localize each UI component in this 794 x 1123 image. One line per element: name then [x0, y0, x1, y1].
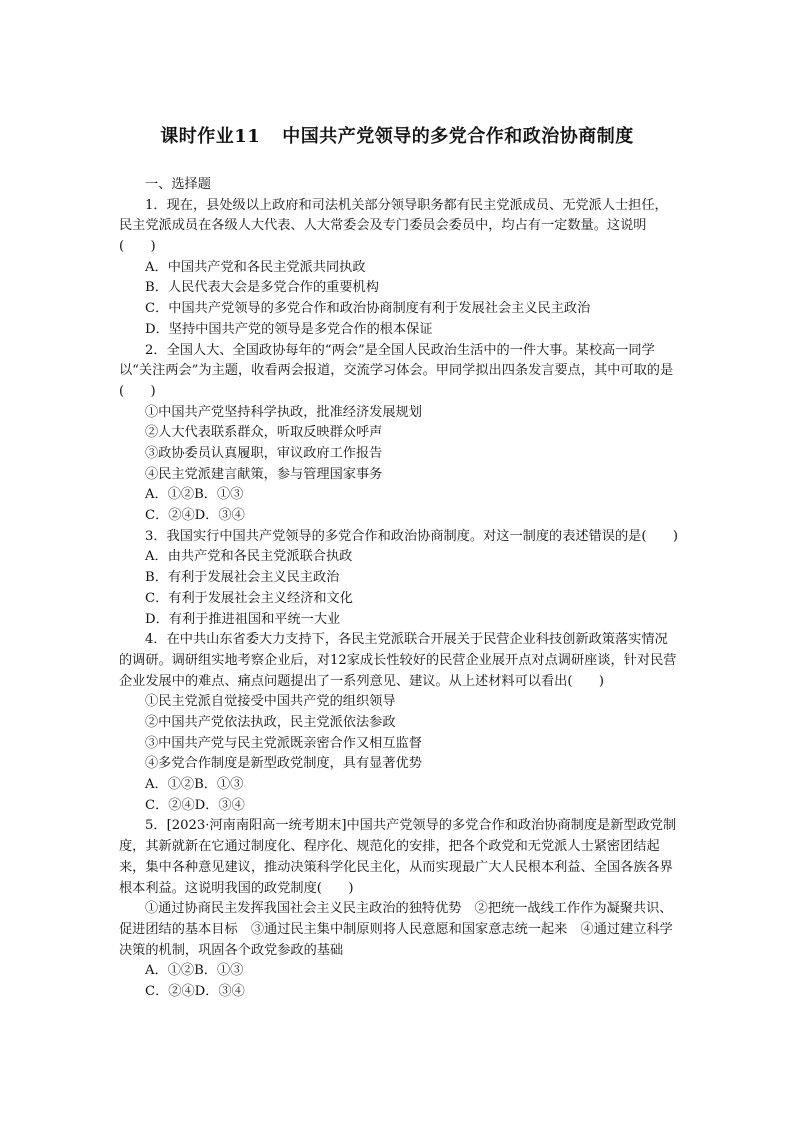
question-1-stem: 1．现在，县处级以上政府和司法机关部分领导职务都有民主党派成员、无党派人士担任，民主党派成员在各级人大代表、人大常委会及专门委员会委员中，均占有一定数量。这说明( ): [119, 197, 668, 255]
option: C．②④D．③④: [145, 508, 245, 524]
option: A．①②B．①③: [145, 487, 244, 503]
question-4-stem: 4．在中共山东省委大力支持下，各民主党派联合开展关于民营企业科技创新政策落实情况的调研。调研组实地考察企业后，对12家成长性较好的民营企业展开点对点调研座谈，针对民营企业发展中的难点、痛点问题提出了一系列意见、建议。从上述材料可以看出( ): [119, 632, 677, 689]
option: C．中国共产党领导的多党合作和政治协商制度有利于发展社会主义民主政治: [145, 301, 591, 317]
statement-item: ②人大代表联系群众，听取反映群众呼声: [145, 425, 383, 441]
page-title: [0, 122, 794, 148]
statement-item: ①中国共产党坚持科学执政，批准经济发展规划: [145, 404, 422, 420]
question-3-stem: 3．我国实行中国共产党领导的多党合作和政治协商制度。对这一制度的表述错误的是( ): [145, 528, 678, 544]
option: C．有利于发展社会主义经济和文化: [145, 590, 353, 606]
option: D．有利于推进祖国和平统一大业: [145, 611, 341, 627]
title-part1: 课时作业11: [160, 126, 261, 147]
statement-item: ①民主党派自觉接受中国共产党的组织领导: [145, 694, 396, 710]
document-body: [119, 175, 679, 1003]
option: B．人民代表大会是多党合作的重要机构: [145, 280, 379, 296]
option: A．中国共产党和各民主党派共同执政: [145, 259, 366, 275]
statement-item: ④多党合作制度是新型政党制度，具有显著优势: [145, 756, 422, 772]
option: A．由共产党和各民主党派联合执政: [145, 549, 353, 565]
statement-item: ④民主党派建言献策，参与管理国家事务: [145, 466, 383, 482]
title-part2: 中国共产党领导的多党合作和政治协商制度: [282, 126, 634, 147]
question-5-stem: 5．[2023·河南南阳高一统考期末]中国共产党领导的多党合作和政治协商制度是新型政党制度，其新就新在它通过制度化、程序化、规范化的安排，把各个政党和无党派人士紧密团结起来，集中各种意见建议，推动决策科学化民主化，从而实现最广大人民根本利益、全国各族各界根本利益。这说明我国的政党制度( ): [119, 818, 677, 896]
option: A．①②B．①③: [145, 777, 244, 793]
option: A．①②B．①③: [145, 963, 244, 979]
option: C．②④D．③④: [145, 797, 245, 813]
option: D．坚持中国共产党的领导是多党合作的根本保证: [145, 321, 433, 337]
statement-item: ②中国共产党依法执政，民主党派依法参政: [145, 715, 396, 731]
option: B．有利于发展社会主义民主政治: [145, 570, 340, 586]
section-heading: 一、选择题: [145, 177, 211, 192]
statement-item: ③政协委员认真履职，审议政府工作报告: [145, 446, 383, 462]
question-2-stem: 2．全国人大、全国政协每年的“两会”是全国人民政治生活中的一件大事。某校高一同学以“关注两会”为主题，收看两会报道，交流学习体会。甲同学拟出四条发言要点，其中可取的是( ): [119, 342, 674, 399]
option: C．②④D．③④: [145, 984, 245, 1000]
statement-item: ③中国共产党与民主党派既亲密合作又相互监督: [145, 735, 422, 751]
question-5-items: ①通过协商民主发挥我国社会主义民主政治的独特优势 ②把统一战线工作作为凝聚共识、促进团结的基本目标 ③通过民主集中制原则将人民意愿和国家意志统一起来 ④通过建立科学决策的机制，巩固各个政党参政的基础: [119, 901, 673, 958]
